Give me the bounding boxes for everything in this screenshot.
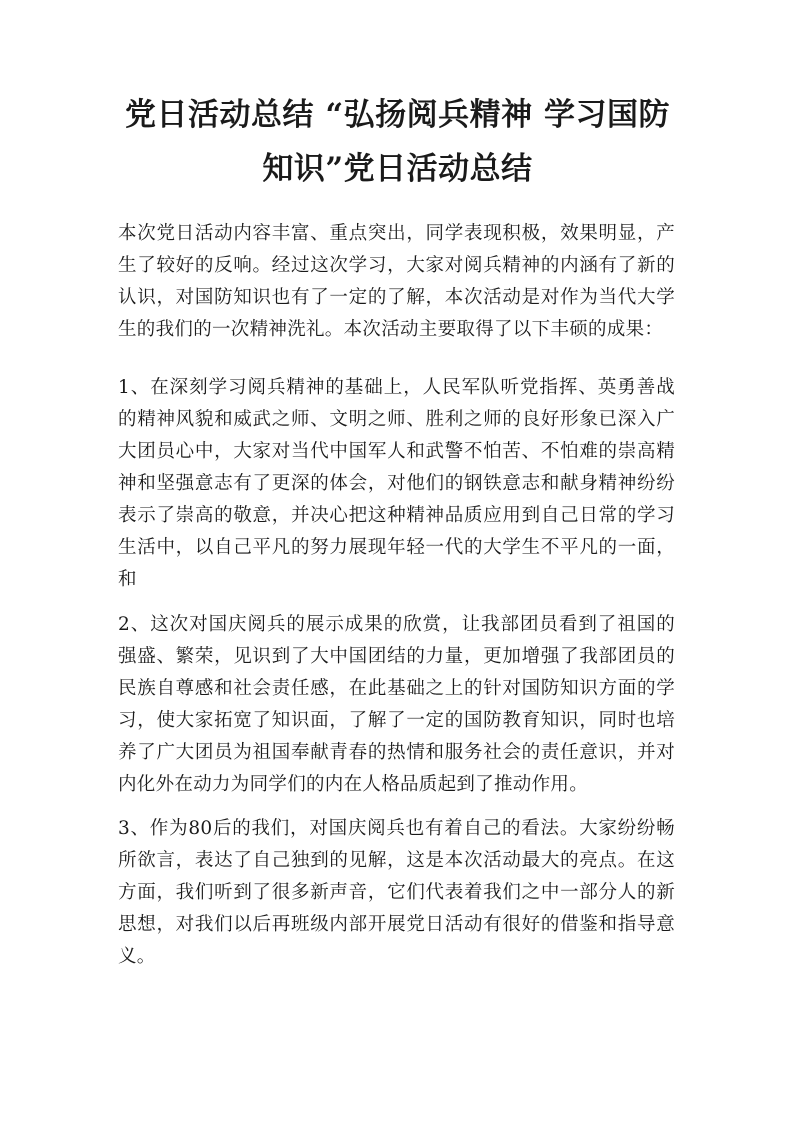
paragraph-intro: 本次党日活动内容丰富、重点突出，同学表现积极，效果明显，产生了较好的反响。经过这次学习，大家对阅兵精神的内涵有了新的认识，对国防知识也有了一定的了解，本次活动是对作为当代大学生的我们的一次精神洗礼。本次活动主要取得了以下丰硕的成果： (118, 223, 675, 340)
paragraph-point-3: 3、作为80后的我们，对国庆阅兵也有着自己的看法。大家纷纷畅所欲言，表达了自己独到的见解，这是本次活动最大的亮点。在这方面，我们听到了很多新声音，它们代表着我们之中一部分人的新思想，对我们以后再班级内部开展党日活动有很好的借鉴和指导意义。 (118, 818, 675, 967)
document-title: 党日活动总结 “弘扬阅兵精神 学习国防知识”党日活动总结 (125, 97, 670, 187)
paragraph-point-1: 1、在深刻学习阅兵精神的基础上，人民军队听党指挥、英勇善战的精神风貌和威武之师、文明之师、胜利之师的良好形象已深入广大团员心中，大家对当代中国军人和武警不怕苦、不怕难的崇高精神和坚强意志有了更深的体会，对他们的钢铁意志和献身精神纷纷表示了崇高的敬意，并决心把这种精神品质应用到自己日常的学习生活中，以自己平凡的努力展现年轻一代的大学生不平凡的一面，和 (118, 377, 675, 590)
paragraph-point-2: 2、这次对国庆阅兵的展示成果的欣赏，让我部团员看到了祖国的强盛、繁荣，见识到了大中国团结的力量，更加增强了我部团员的民族自尊感和社会责任感，在此基础之上的针对国防知识方面的学习，使大家拓宽了知识面，了解了一定的国防教育知识，同时也培养了广大团员为祖国奉献青春的热情和服务社会的责任意识，并对内化外在动力为同学们的内在人格品质起到了推动作用。 (118, 614, 675, 795)
